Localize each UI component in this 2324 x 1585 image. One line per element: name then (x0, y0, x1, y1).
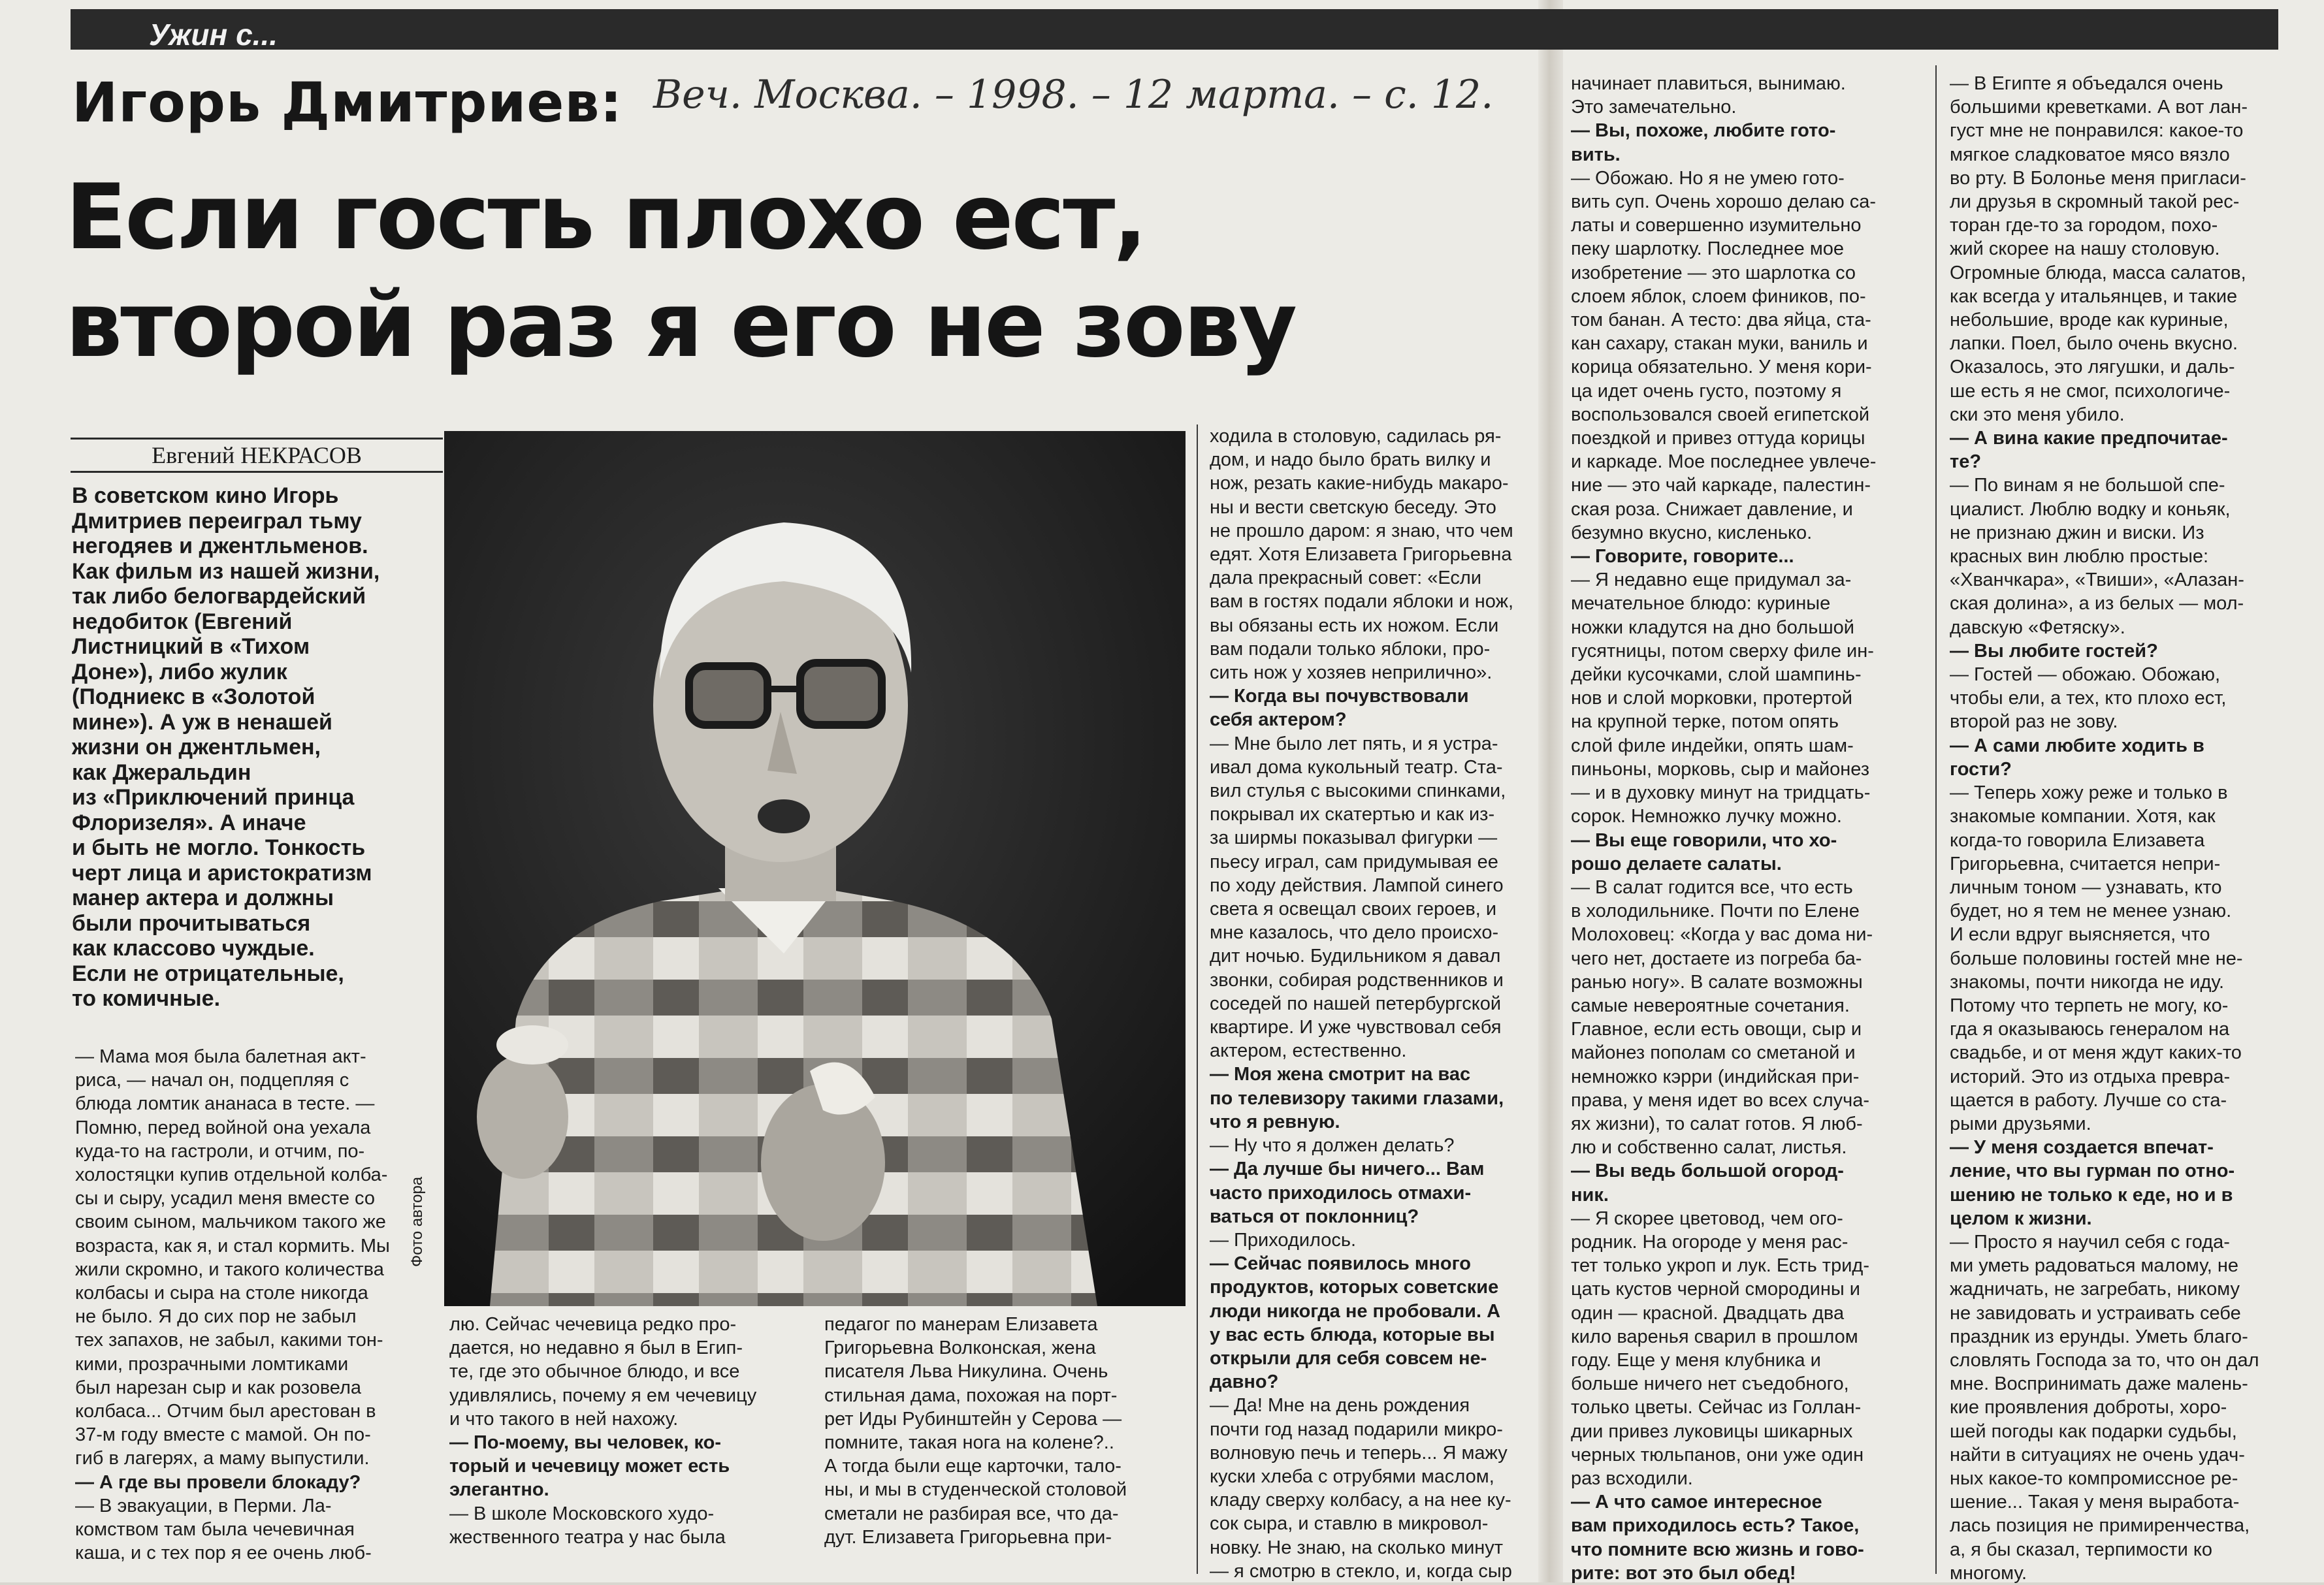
text-line: холостяцки купив отдельной колба- (75, 1164, 388, 1186)
text-line: помните, такая нога на колене?.. (824, 1432, 1114, 1454)
text-line: риса, — начал он, подцепляя с (75, 1070, 349, 1091)
question-line: — А вина какие предпочитае- (1950, 428, 2228, 449)
question-line: — А сами любите ходить в (1950, 735, 2204, 756)
article-kicker: Игорь Дмитриев: (72, 71, 623, 135)
text-line: был нарезан сыр и как розовела (75, 1377, 362, 1398)
question-line: шению не только к еде, но и в (1950, 1184, 2233, 1206)
text-line: не признаю джин и виски. Из (1950, 522, 2204, 543)
text-line: больше ничего нет съедобного, (1571, 1373, 1849, 1395)
text-line: ше есть я не смог, психологиче- (1950, 380, 2231, 402)
text-line: писателя Льва Никулина. Очень (824, 1361, 1108, 1383)
text-line: — В школе Московского худо- (449, 1503, 715, 1524)
text-line: — Обожаю. Но я не умею гото- (1571, 167, 1845, 189)
text-line: актером, естественно. (1210, 1040, 1407, 1062)
text-line: не прошло даром: я знаю, что чем (1210, 520, 1513, 541)
text-line: вы обязаны есть их ножом. Если (1210, 615, 1499, 636)
question-line: гости? (1950, 758, 2012, 780)
text-line: дала прекрасный совет: «Если (1210, 568, 1482, 589)
question-line: целом к жизни. (1950, 1208, 2092, 1229)
text-line: году. Еще у меня клубника и (1571, 1349, 1821, 1371)
lead-line: недобиток (Евгений (72, 609, 293, 634)
text-line: майонез пополам со сметаной и (1571, 1042, 1856, 1064)
column-rule (1197, 424, 1198, 1574)
text-line: — В эвакуации, в Перми. Ла- (75, 1495, 332, 1516)
lead-line: черт лица и аристократизм (72, 860, 372, 886)
text-line: дается, но недавно я был в Егип- (449, 1337, 743, 1359)
lead-line: Флоризеля». А иначе (72, 810, 306, 835)
text-line: изобретение — это шарлотка со (1571, 262, 1856, 283)
lead-line: мине»). А уж в ненашей (72, 709, 332, 735)
text-line: цать кустов черной смородины и (1571, 1279, 1860, 1300)
text-line: латы и совершенно изумительно (1571, 215, 1862, 236)
text-line: колбасы и сыра на столе никогда (75, 1283, 368, 1304)
text-line: мечательное блюдо: куриные (1571, 593, 1831, 615)
text-line: ных какое-то компромиссное ре- (1950, 1467, 2238, 1489)
text-line: колбаса... Отчим был арестован в (75, 1401, 376, 1422)
text-line: гда я оказываюсь генералом на (1950, 1019, 2230, 1040)
text-line: на крупной терке, потом опять (1571, 711, 1839, 733)
question-line: — Говорите, говорите... (1571, 546, 1794, 568)
text-line: ская роза. Снижает давление, и (1571, 498, 1853, 520)
text-line: по ходу действия. Лампой синего (1210, 874, 1504, 896)
headline-line: второй раз я его не зову (65, 272, 1296, 377)
text-line: дейки кусочками, слой шампинь- (1571, 664, 1862, 686)
text-line: безумно вкусно, кисленько. (1571, 522, 1813, 543)
lead-line: манер актера и должны (72, 886, 334, 910)
text-line: циалист. Люблю водку и коньяк, (1950, 498, 2231, 520)
text-line: ски это меня убило. (1950, 404, 2125, 425)
text-line: те, где это обычное блюдо, и все (449, 1361, 740, 1383)
text-line: шей погоды как подарки судьбы, (1950, 1420, 2237, 1442)
text-line: ли друзья в скромный такой рес- (1950, 191, 2240, 213)
text-line: за ширмы показывал фигурки — (1210, 827, 1498, 849)
text-line: густ мне не понравился: какое-то (1950, 120, 2244, 142)
text-line: второй раз не зову. (1950, 711, 2118, 733)
text-line: нов и слой морковки, протертой (1571, 688, 1852, 709)
text-line: каша, и с тех пор я ее очень люб- (75, 1543, 372, 1564)
text-line: Потому что терпеть не могу, ко- (1950, 995, 2229, 1016)
question-line: вам приходилось есть? Такое, (1571, 1515, 1860, 1537)
text-line: поездкой и привез оттуда корицы (1571, 428, 1865, 449)
text-line: жий скорее на нашу столовую. (1950, 238, 2220, 260)
lead-line: как классово чуждые. (72, 936, 315, 961)
text-line: возраста, как я, и стал кормить. Мы (75, 1235, 390, 1257)
text-line: вил стулья с высокими спинками, (1210, 780, 1506, 802)
text-line: куски хлеба с отрубями маслом, (1210, 1465, 1494, 1487)
text-line: сить нож у хозяев неприлично». (1210, 662, 1493, 684)
text-line: родник. На огороде у меня рас- (1571, 1231, 1848, 1253)
text-line: новку. Не знаю, на сколько минут (1210, 1537, 1504, 1558)
text-line: И если вдруг выясняется, что (1950, 924, 2210, 946)
text-column (75, 1045, 415, 1567)
text-line: сы и сыру, усадил меня вместе со (75, 1188, 376, 1209)
text-line: красных вин люблю простые: (1950, 546, 2209, 568)
question-line: что я ревную. (1210, 1111, 1340, 1132)
text-line: тех запахов, не забыл, какими тон- (75, 1330, 383, 1351)
text-line: — и в духовку минут на тридцать- (1571, 782, 1871, 804)
text-line: ножки кладутся на дно большой (1571, 616, 1854, 638)
text-line: ны, и мы в студенческой столовой (824, 1479, 1127, 1501)
question-line: продуктов, которых советские (1210, 1277, 1499, 1298)
question-line: — По-моему, вы человек, ко- (449, 1432, 722, 1454)
text-line: стильная дама, похожая на порт- (824, 1385, 1118, 1406)
question-line: открыли для себя совсем не- (1210, 1347, 1487, 1369)
photo-credit: Фото автора (408, 1176, 426, 1267)
text-line: когда-то говорила Елизавета (1950, 829, 2205, 851)
question-line: себя актером? (1210, 709, 1347, 731)
text-line: А тогда были еще карточки, тало- (824, 1456, 1122, 1477)
text-line: Оказалось, это лягушки, и даль- (1950, 357, 2235, 378)
text-line: знакомы, почти никогда не иду. (1950, 971, 2225, 993)
text-line: рет Иды Рубинштейн у Серова — (824, 1408, 1122, 1430)
text-line: — Мама моя была балетная акт- (75, 1046, 366, 1067)
byline: Евгений НЕКРАСОВ (71, 438, 443, 473)
rubric-label: Ужин с... (149, 18, 278, 52)
question-line: люди никогда не пробовали. А (1210, 1300, 1501, 1322)
text-line: небольшие, вроде как куриные, (1950, 310, 2229, 331)
text-line: слой филе индейки, опять шам- (1571, 735, 1854, 756)
text-line: словлять Господа за то, что он дал (1950, 1349, 2259, 1371)
text-line: праздник из ерунды. Уметь благо- (1950, 1326, 2248, 1347)
lead-line: негодяев и джентльменов. (72, 534, 368, 558)
text-line: слоем яблок, слоем фиников, по- (1571, 285, 1866, 307)
text-line: ми уметь радоваться малому, не (1950, 1255, 2239, 1277)
text-line: соседей по нашей петербургской (1210, 993, 1502, 1014)
text-line: знакомые компании. Хотя, как (1950, 806, 2216, 827)
text-line: вить суп. Очень хорошо делаю са- (1571, 191, 1877, 213)
question-line: давно? (1210, 1371, 1279, 1393)
question-line: рите: вот это был обед! (1571, 1562, 1796, 1584)
text-line: во рту. В Болонье меня пригласи- (1950, 167, 2246, 189)
text-line: Помню, перед войной она уехала (75, 1117, 371, 1138)
text-line: дит ночью. Будильником я давал (1210, 946, 1501, 967)
text-line: Григорьевна, считается непри- (1950, 853, 2221, 874)
question-line: ник. (1571, 1184, 1609, 1206)
text-line: своим сыном, мальчиком такого же (75, 1211, 386, 1233)
text-column (824, 1313, 1177, 1567)
text-line: — Теперь хожу реже и только в (1950, 782, 2228, 804)
text-line: ях жизни), то салат готов. Я люб- (1571, 1113, 1863, 1134)
text-line: в холодильнике. Почти по Елене (1571, 901, 1860, 922)
lead-line: как Джеральдин (72, 760, 251, 785)
text-line: историй. Это из отдыха превра- (1950, 1066, 2231, 1087)
text-line: куда-то на гастроли, и отчим, по- (75, 1140, 365, 1162)
text-line: торан где-то за городом, похо- (1950, 215, 2218, 236)
lead-line: так либо белогвардейский (72, 584, 366, 609)
text-line: немножко кэрри (индийская при- (1571, 1066, 1860, 1087)
text-line: ние — это чай каркаде, палестин- (1571, 475, 1871, 496)
text-line: квартире. И уже чувствовал себя (1210, 1017, 1502, 1038)
text-line: пьесу играл, сам придумывая ее (1210, 851, 1498, 873)
text-line: не было. Я до сих пор не забыл (75, 1306, 357, 1328)
lead-line: Листницкий в «Тихом (72, 634, 310, 659)
text-line: покрывал их скатертью и как из- (1210, 804, 1495, 825)
text-line: давскую «Фетяску». (1950, 616, 2125, 638)
text-line: мне казалось, что дело происхо- (1210, 922, 1499, 944)
text-line: кило варенья сварил в прошлом (1571, 1326, 1858, 1347)
text-line: Молоховец: «Когда у вас дома ни- (1571, 924, 1873, 946)
text-line: — Просто я научил себя с года- (1950, 1231, 2230, 1253)
question-line: по телевизору такими глазами, (1210, 1087, 1504, 1109)
question-line: у вас есть блюда, которые вы (1210, 1324, 1495, 1345)
question-line: рошо делаете салаты. (1571, 853, 1782, 874)
question-line: — Моя жена смотрит на вас (1210, 1064, 1471, 1085)
question-line: — А что самое интересное (1571, 1492, 1822, 1513)
text-line: лю. Сейчас чечевица редко про- (449, 1314, 737, 1335)
lead-line: В советском кино Игорь (72, 483, 339, 508)
column-rule (1935, 65, 1937, 1574)
question-line: ление, что вы гурман по отно- (1950, 1161, 2235, 1182)
text-column (1571, 72, 1904, 1584)
text-line: и что такого в ней нахожу. (449, 1408, 679, 1430)
question-line: те? (1950, 451, 1982, 473)
text-line: «Хванчкара», «Твиши», «Алазан- (1950, 569, 2244, 591)
portrait-illustration (444, 431, 1186, 1306)
text-line: — В салат годится все, что есть (1571, 876, 1853, 898)
text-line: вам в гостях подали яблоки и нож, (1210, 591, 1514, 613)
text-line: пиньоны, морковь, сыр и майонез (1571, 758, 1870, 780)
text-line: Огромные блюда, масса салатов, (1950, 262, 2246, 283)
text-line: сметали не разбирая все, что да- (824, 1503, 1119, 1524)
text-line: жили скромно, и такого количества (75, 1258, 384, 1280)
text-line: звонки, собирая родственников и (1210, 969, 1504, 991)
text-line: — По винам я не большой спе- (1950, 475, 2225, 496)
lead-line: из «Приключений принца (72, 785, 355, 810)
text-line: едят. Хотя Елизавета Григорьевна (1210, 544, 1512, 566)
text-line: жественного театра у нас была (449, 1526, 726, 1548)
text-line: мягкое сладковатое мясо вязло (1950, 144, 2230, 165)
text-line: один — красной. Двадцать два (1571, 1302, 1845, 1324)
text-line: почти год назад подарили микро- (1210, 1418, 1503, 1440)
article-headline (65, 163, 1555, 379)
text-line: ская долина», а из белых — мол- (1950, 593, 2244, 615)
text-line: Главное, если есть овощи, сыр и (1571, 1019, 1862, 1040)
text-line: найти в ситуациях не очень удач- (1950, 1444, 2245, 1465)
text-line: черных тюльпанов, они уже один (1571, 1444, 1864, 1465)
text-line: том банан. А тесто: два яйца, ста- (1571, 310, 1871, 331)
question-line: — Вы, похоже, любите гото- (1571, 120, 1836, 142)
text-line: ны и вести светскую беседу. Это (1210, 496, 1496, 518)
lead-line: Дмитриев переиграл тьму (72, 508, 362, 534)
text-line: пеку шарлотку. Последнее мое (1571, 238, 1845, 260)
text-line: — Гостей — обожаю. Обожаю, (1950, 664, 2221, 686)
text-line: не завидовать и устраивать себе (1950, 1302, 2241, 1324)
text-line: личным тоном — узнавать, кто (1950, 876, 2222, 898)
text-line: педагог по манерам Елизавета (824, 1314, 1098, 1335)
text-line: чего нет, достаете из погреба ба- (1571, 948, 1862, 969)
text-line: гусятницы, потом сверху филе ин- (1571, 640, 1874, 662)
lead-line: то комичные. (72, 986, 221, 1011)
text-line: воспользовался своей египетской (1571, 404, 1870, 425)
text-line: сок сыра, и ставлю в микровол- (1210, 1513, 1489, 1535)
text-line: — Приходилось. (1210, 1229, 1357, 1251)
text-line: — я смотрю в стекло, и, когда сыр (1210, 1560, 1512, 1582)
text-line: тет только укроп и лук. Есть трид- (1571, 1255, 1869, 1277)
text-line: кладу сверху колбасу, а на нее ку- (1210, 1490, 1511, 1511)
text-line: щается в работу. Лучше со ста- (1950, 1089, 2227, 1111)
text-line: начинает плавиться, вынимаю. (1571, 73, 1846, 94)
question-line: что помните всю жизнь и гово- (1571, 1539, 1864, 1560)
text-line: гиб в лагерях, а маму выпустили. (75, 1448, 370, 1469)
text-line: ца идет очень густо, поэтому я (1571, 380, 1842, 402)
text-line: света я освещал своих героев, и (1210, 899, 1497, 920)
question-line: — Да лучше бы ничего... Вам (1210, 1159, 1485, 1180)
question-line: — Вы любите гостей? (1950, 640, 2158, 662)
lead-line: Как фильм из нашей жизни, (72, 558, 380, 584)
text-line: блюда ломтик ананаса в тесте. — (75, 1093, 375, 1115)
text-line: а, я бы сказал, терпимости ко (1950, 1539, 2212, 1560)
text-line: многому. (1950, 1562, 2027, 1584)
text-line: шение... Такая у меня выработа- (1950, 1492, 2240, 1513)
lead-line: жизни он джентльмен, (72, 735, 321, 760)
lead-line: (Подниекс в «Золотой (72, 684, 315, 709)
text-line: мне. Воспринимать даже малень- (1950, 1373, 2248, 1395)
text-line: дом, и надо было брать вилку и (1210, 449, 1491, 471)
text-line: — Ну что я должен делать? (1210, 1135, 1455, 1157)
text-line: — Мне было лет пять, и я устра- (1210, 733, 1498, 754)
text-line: жадничать, не загребать, никому (1950, 1279, 2240, 1300)
text-line: ранью ногу». В салате возможны (1571, 971, 1863, 993)
text-line: — Я недавно еще придумал за- (1571, 569, 1852, 591)
article-lead (72, 483, 412, 1012)
text-line: Григорьевна Волконская, жена (824, 1337, 1096, 1359)
text-line: лапки. Поел, было очень вкусно. (1950, 333, 2238, 355)
handwritten-citation: Веч. Москва. – 1998. – 12 марта. – с. 12. (653, 72, 1494, 118)
question-line: элегантно. (449, 1479, 549, 1501)
text-column (1950, 72, 2286, 1584)
text-line: дии привез луковицы шикарных (1571, 1420, 1853, 1442)
text-line: ивал дома кукольный театр. Ста- (1210, 756, 1503, 778)
text-line: сорок. Немножко лучку можно. (1571, 806, 1842, 827)
text-line: кан сахару, стакан муки, ваниль и (1571, 333, 1868, 355)
text-line: только цветы. Сейчас из Голлан- (1571, 1397, 1862, 1418)
text-column (1210, 424, 1549, 1582)
text-line: вам подали только яблоки, про- (1210, 638, 1491, 660)
text-line: кие проявления доброты, хоро- (1950, 1397, 2227, 1418)
text-column (449, 1313, 802, 1567)
text-line: раз всходили. (1571, 1467, 1693, 1489)
text-line: нож, резать какие-нибудь макаро- (1210, 473, 1509, 494)
text-line: самые невероятные сочетания. (1571, 995, 1850, 1016)
text-line: 37-м году вместе с мамой. Он по- (75, 1424, 371, 1446)
text-line: права, у меня идет во всех случа- (1571, 1089, 1870, 1111)
question-line: вить. (1571, 144, 1621, 165)
text-line: больше половины гостей мне не- (1950, 948, 2243, 969)
text-line: как всегда у итальянцев, и такие (1950, 285, 2238, 307)
text-line: удивлялись, почему я ем чечевицу (449, 1385, 757, 1406)
portrait-photo (444, 431, 1186, 1306)
question-line: — Вы ведь большой огород- (1571, 1161, 1844, 1182)
question-line: — Вы еще говорили, что хо- (1571, 829, 1837, 851)
text-line: корица обязательно. У меня кори- (1571, 357, 1872, 378)
text-line: свадьбе, и от меня ждут каких-то (1950, 1042, 2242, 1064)
text-line: лю и собственно салат, листья. (1571, 1137, 1847, 1159)
text-line: — В Египте я объедался очень (1950, 73, 2223, 94)
headline-line: Если гость плохо ест, (65, 165, 1146, 270)
question-line: — А где вы провели блокаду? (75, 1471, 361, 1493)
text-line: и каркаде. Мое последнее увлече- (1571, 451, 1877, 473)
text-line: рыми друзьями. (1950, 1113, 2091, 1134)
text-line: ходила в столовую, садилась ря- (1210, 426, 1502, 447)
text-line: кими, прозрачными ломтиками (75, 1353, 349, 1375)
lead-line: Доне»), либо жулик (72, 659, 287, 684)
question-line: — Когда вы почувствовали (1210, 686, 1469, 707)
question-line: торый и чечевицу может есть (449, 1456, 730, 1477)
question-line: — У меня создается впечат- (1950, 1137, 2214, 1159)
question-line: — Сейчас появилось много (1210, 1253, 1472, 1275)
lead-line: и быть не могло. Тонкость (72, 835, 366, 860)
text-line: чтобы ели, а тех, кто плохо ест, (1950, 688, 2227, 709)
lead-line: Если не отрицательные, (72, 961, 344, 986)
question-line: часто приходилось отмахи- (1210, 1182, 1472, 1204)
text-line: большими креветками. А вот лан- (1950, 97, 2248, 118)
text-line: комством там была чечевичная (75, 1519, 355, 1541)
lead-line: были прочитываться (72, 910, 311, 936)
text-line: — Я скорее цветовод, чем ого- (1571, 1208, 1843, 1229)
rubric-bar (71, 9, 2278, 50)
text-line: — Да! Мне на день рождения (1210, 1395, 1470, 1417)
text-line: Это замечательно. (1571, 97, 1737, 118)
text-line: дут. Елизавета Григорьевна при- (824, 1526, 1112, 1548)
question-line: ваться от поклонниц? (1210, 1206, 1419, 1227)
text-line: будет, но я тем не менее узнаю. (1950, 901, 2232, 922)
text-line: лась позиция не примиренчества, (1950, 1515, 2250, 1537)
text-line: волновую печь и теперь... Я мажу (1210, 1442, 1508, 1464)
